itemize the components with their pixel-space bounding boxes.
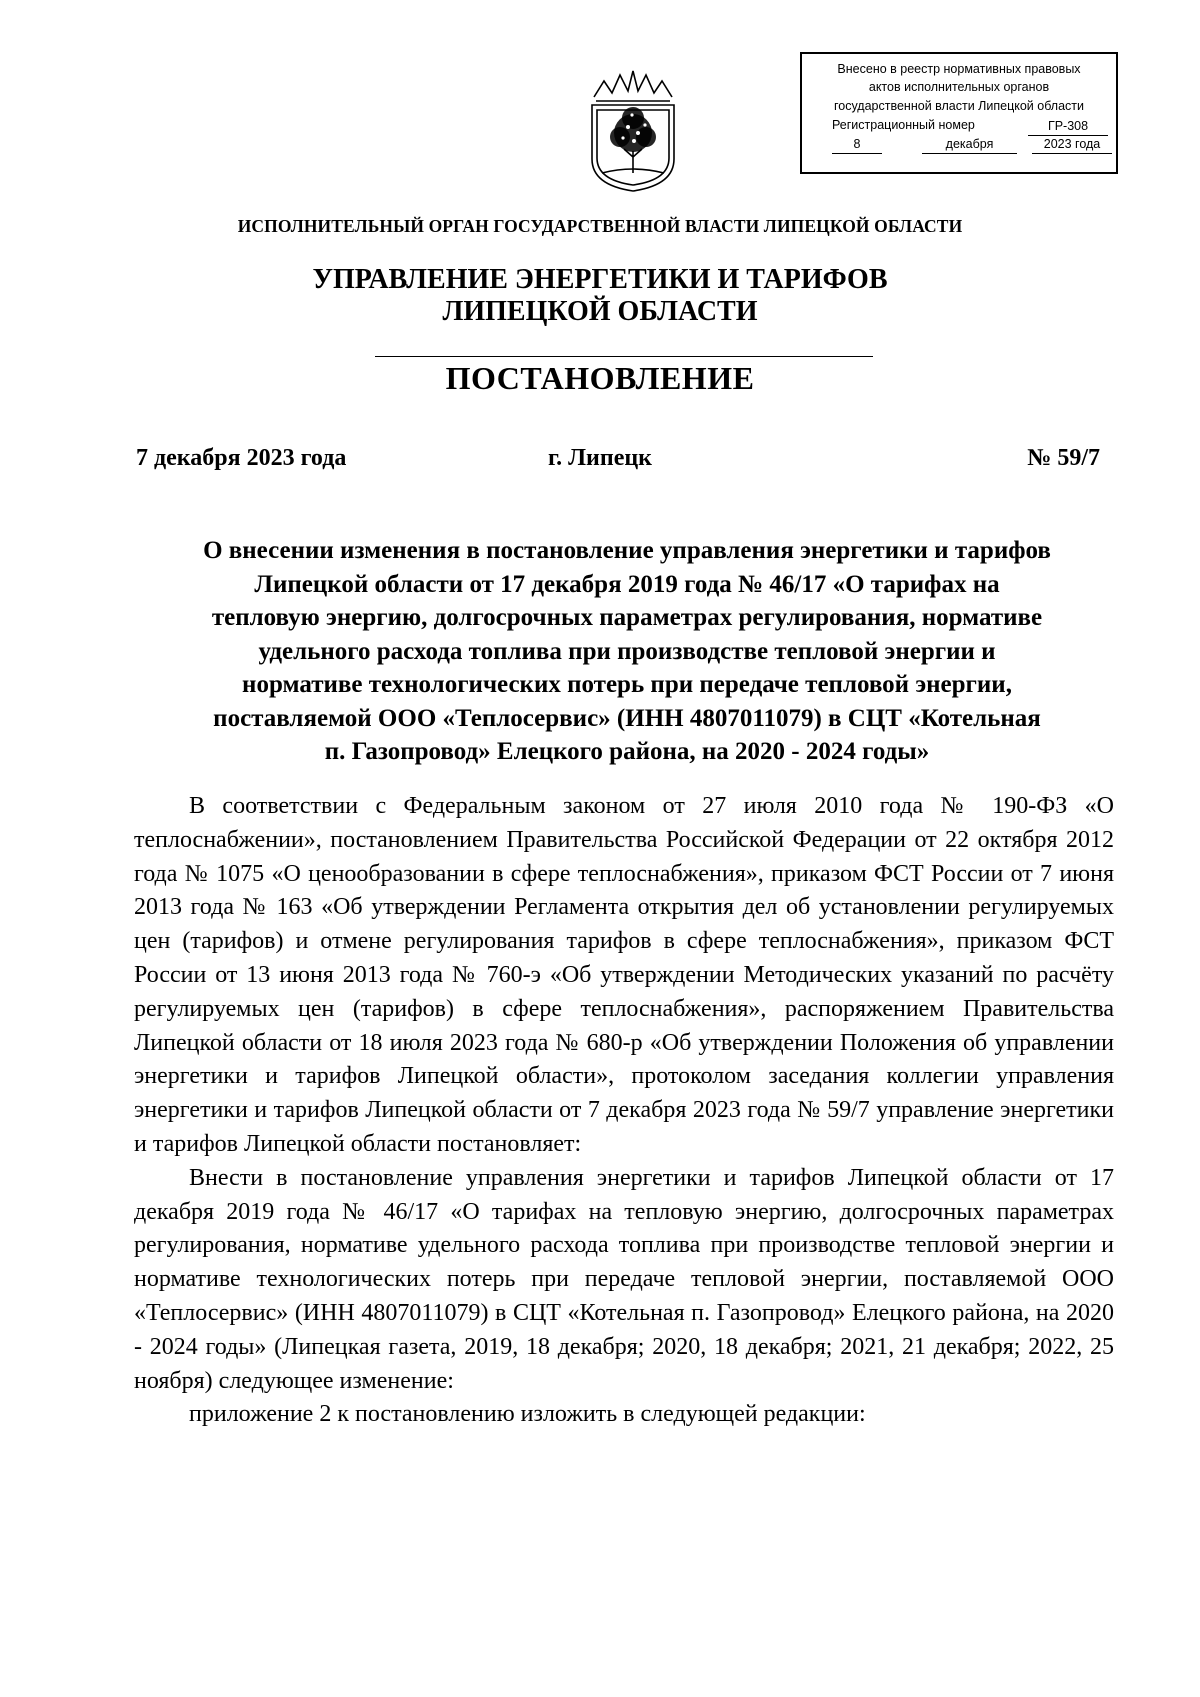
subject-line: удельного расхода топлива при производстве тепловой энергии и [258, 637, 996, 665]
body-paragraph-preamble: В соответствии с Федеральным законом от 27 июля 2010 года № 190-ФЗ «О теплоснабжении», постановлением Правительства Российской Федерации от 22 октября 2012 года № 1075 «О ценообразовании в сфере теплоснабжения», приказом ФСТ России от 7 июня 2013 года № 163 «Об утверждении Регламента открытия дел об установлении регулируемых цен (тарифов) и отмене регулирования тарифов в сфере теплоснабжения», приказом ФСТ России от 13 июня 2013 года № 760-э «Об утверждении Методических указаний по расчёту регулируемых цен (тарифов) в сфере теплоснабжения», распоряжением Правительства Липецкой области от 18 июля 2023 года № 680-р «Об утверждении Положения об управлении энергетики и тарифов Липецкой области», протоколом заседания коллегии управления энергетики и тарифов Липецкой области от 7 декабря 2023 года № 59/7 управление энергетики и тарифов Липецкой области постановляет: [134, 793, 1114, 1157]
document-type-title: ПОСТАНОВЛЕНИЕ [445, 360, 755, 396]
stamp-line-2: актов исполнительных органов [868, 80, 1050, 94]
department-name [0, 264, 1200, 328]
subject-line: п. Газопровод» Елецкого района, на 2020 - 2024 годы» [324, 738, 930, 765]
document-subject [128, 534, 1126, 769]
stamp-year: 2023 года [1032, 135, 1112, 154]
stamp-line-3: государственной власти Липецкой области [833, 99, 1085, 113]
subject-line: нормативе технологических потерь при передаче тепловой энергии, [242, 671, 1012, 698]
registry-stamp [800, 52, 1118, 174]
document-number: № 59/7 [1027, 445, 1100, 471]
subject-line: О внесении изменения в постановление управления энергетики и тарифов [203, 537, 1051, 564]
subject-line: Липецкой области от 17 декабря 2019 года № 46/17 «О тарифах на [254, 570, 1000, 598]
body-paragraph-annex: приложение 2 к постановлению изложить в следующей редакции: [189, 1401, 866, 1428]
document-city: г. Липецк [547, 445, 653, 471]
coat-of-arms-icon [590, 63, 676, 193]
stamp-reg-number: ГР-308 [1028, 117, 1108, 136]
subject-line: поставляемой ООО «Теплосервис» (ИНН 4807011079) в СЦТ «Котельная [213, 704, 1041, 732]
stamp-day: 8 [832, 135, 882, 154]
header-divider [375, 356, 873, 357]
department-line-1: УПРАВЛЕНИЕ ЭНЕРГЕТИКИ И ТАРИФОВ [312, 264, 888, 295]
document-body [134, 790, 1114, 1432]
document-date: 7 декабря 2023 года [136, 445, 347, 471]
body-paragraph-amendment: Внести в постановление управления энергетики и тарифов Липецкой области от 17 декабря 2019 года № 46/17 «О тарифах на тепловую энергию, долгосрочных параметрах регулирования, нормативе удельного расхода топлива при производстве тепловой энергии и нормативе технологических потерь при передаче тепловой энергии, поставляемой ООО «Теплосервис» (ИНН 4807011079) в СЦТ «Котельная п. Газопровод» Елецкого района, на 2020 - 2024 годы» (Липецкая газета, 2019, 18 декабря; 2020, 18 декабря; 2021, 21 декабря; 2022, 25 ноября) следующее изменение: [134, 1164, 1114, 1394]
department-line-2: ЛИПЕЦКОЙ ОБЛАСТИ [442, 296, 758, 327]
stamp-line-1: Внесено в реестр нормативных правовых [837, 62, 1081, 76]
organization-name: ИСПОЛНИТЕЛЬНЫЙ ОРГАН ГОСУДАРСТВЕННОЙ ВЛАСТИ ЛИПЕЦКОЙ ОБЛАСТИ [237, 216, 963, 236]
stamp-reg-label: Регистрационный номер [832, 118, 975, 132]
subject-line: тепловую энергию, долгосрочных параметрах регулирования, нормативе [211, 604, 1043, 631]
stamp-month: декабря [922, 135, 1017, 154]
